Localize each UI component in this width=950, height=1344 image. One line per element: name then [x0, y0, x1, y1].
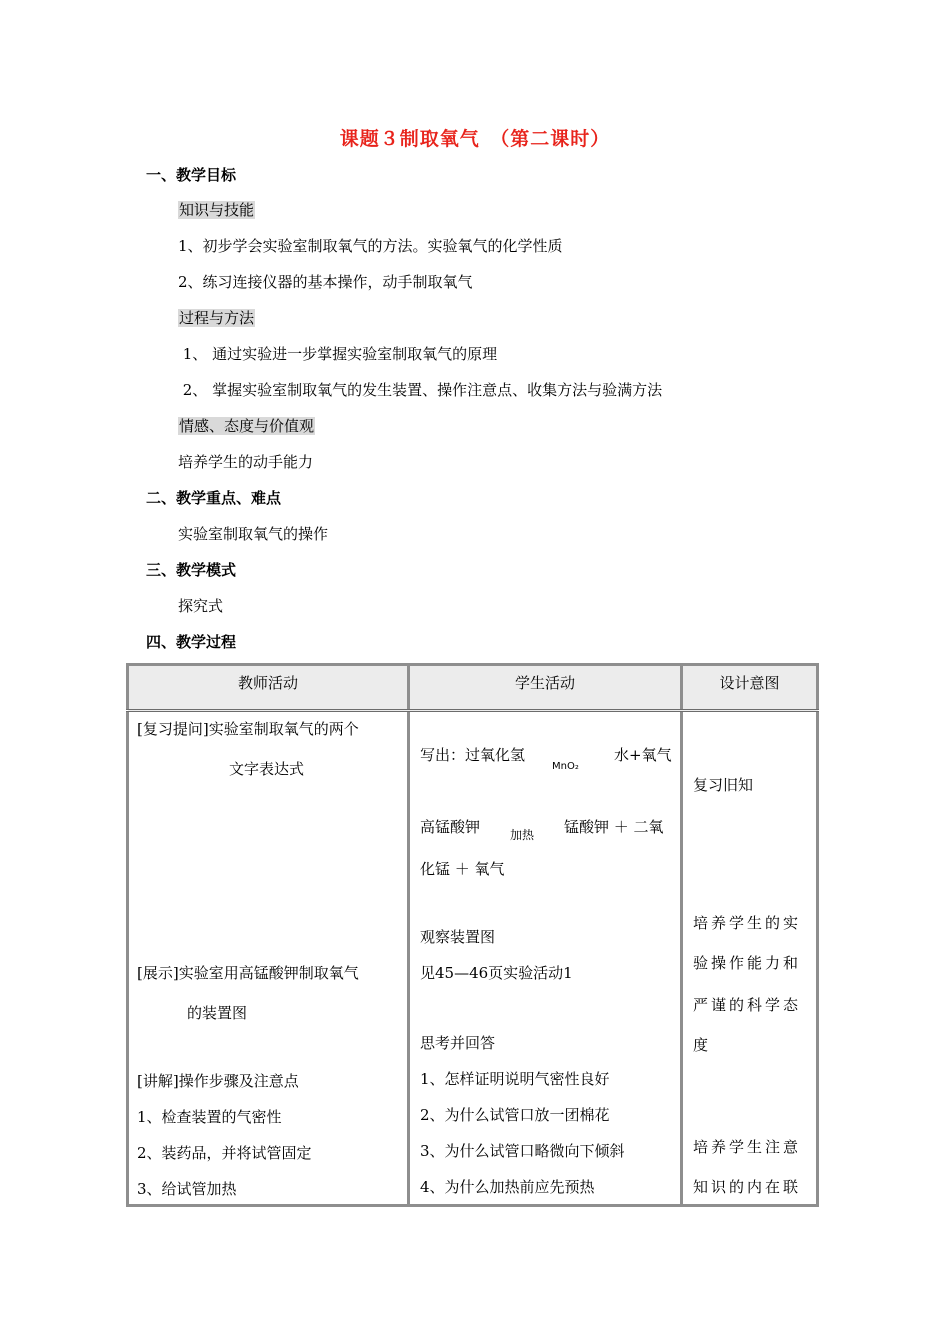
- student-cell: [409, 711, 682, 1206]
- process-label: 过程与方法: [179, 309, 255, 327]
- teacher-line: [讲解]操作步骤及注意点: [137, 1072, 299, 1090]
- teacher-line: 1、检查装置的气密性: [137, 1108, 282, 1126]
- student-line: 写出：过氧化氢: [420, 746, 526, 764]
- knowledge-label: 知识与技能: [179, 201, 255, 219]
- heading-key-points: 二、教学重点、难点: [146, 489, 282, 507]
- student-line: 水+氧气: [614, 746, 672, 764]
- teacher-line: 3、给试管加热: [137, 1180, 237, 1198]
- intent-line: 培养学生的实: [693, 914, 802, 932]
- intent-cell: [682, 711, 818, 1206]
- header-student: 学生活动: [409, 665, 682, 711]
- student-line: 观察装置图: [420, 928, 496, 946]
- student-line: 2、为什么试管口放一团棉花: [420, 1106, 610, 1124]
- subheading-process: [178, 307, 255, 328]
- heading-teaching-goals: 一、教学目标: [146, 166, 237, 184]
- lesson-table: [126, 663, 819, 1207]
- student-line: 见45—46页实验活动1: [420, 964, 573, 982]
- student-line: 高锰酸钾: [420, 818, 481, 836]
- table-row: [128, 711, 818, 1206]
- teacher-line: [展示]实验室用高锰酸钾制取氧气: [137, 964, 359, 982]
- student-line: 思考并回答: [420, 1034, 496, 1052]
- student-line: 1、怎样证明说明气密性良好: [420, 1070, 610, 1088]
- teacher-line: 2、装药品，并将试管固定: [137, 1144, 312, 1162]
- teacher-line: [复习提问]实验室制取氧气的两个: [137, 720, 359, 738]
- header-teacher: 教师活动: [128, 665, 409, 711]
- heading-teaching-process: 四、教学过程: [146, 633, 237, 651]
- teacher-line: 文字表达式: [229, 760, 305, 778]
- subheading-knowledge: [178, 199, 255, 220]
- intent-line: 复习旧知: [693, 776, 754, 794]
- table-header-row: [128, 665, 818, 711]
- goal-knowledge-2: 2、练习连接仪器的基本操作，动手制取氧气: [178, 273, 473, 291]
- teacher-line: 的装置图: [187, 1004, 248, 1022]
- key-points-text: 实验室制取氧气的操作: [178, 525, 329, 543]
- goal-emotion-1: 培养学生的动手能力: [178, 453, 314, 471]
- subheading-emotion: [178, 415, 315, 436]
- student-line: 4、为什么加热前应先预热: [420, 1178, 595, 1196]
- student-line: 3、为什么试管口略微向下倾斜: [420, 1142, 625, 1160]
- student-line: 化锰 ＋ 氧气: [420, 860, 505, 878]
- header-intent: 设计意图: [682, 665, 818, 711]
- intent-line: 验操作能力和: [693, 954, 802, 972]
- goal-knowledge-1: 1、初步学会实验室制取氧气的方法。实验氧气的化学性质: [178, 237, 563, 255]
- condition-label: 加热: [510, 828, 535, 842]
- teacher-cell: [128, 711, 409, 1206]
- intent-line: 知识的内在联: [693, 1178, 802, 1196]
- catalyst-label: MnO₂: [552, 761, 579, 772]
- heading-teaching-mode: 三、教学模式: [146, 561, 237, 579]
- goal-process-1: 1、 通过实验进一步掌握实验室制取氧气的原理: [178, 345, 498, 363]
- goal-process-2: 2、 掌握实验室制取氧气的发生装置、操作注意点、收集方法与验满方法: [178, 381, 663, 399]
- intent-line: 培养学生注意: [693, 1138, 802, 1156]
- intent-line: 严谨的科学态: [693, 996, 802, 1014]
- intent-line: 度: [693, 1036, 709, 1054]
- page-title: 课题３制取氧气 （第二课时）: [339, 128, 611, 150]
- student-line: 锰酸钾 ＋ 二氧: [564, 818, 664, 836]
- teaching-mode-text: 探究式: [178, 597, 224, 615]
- emotion-label: 情感、态度与价值观: [179, 417, 315, 435]
